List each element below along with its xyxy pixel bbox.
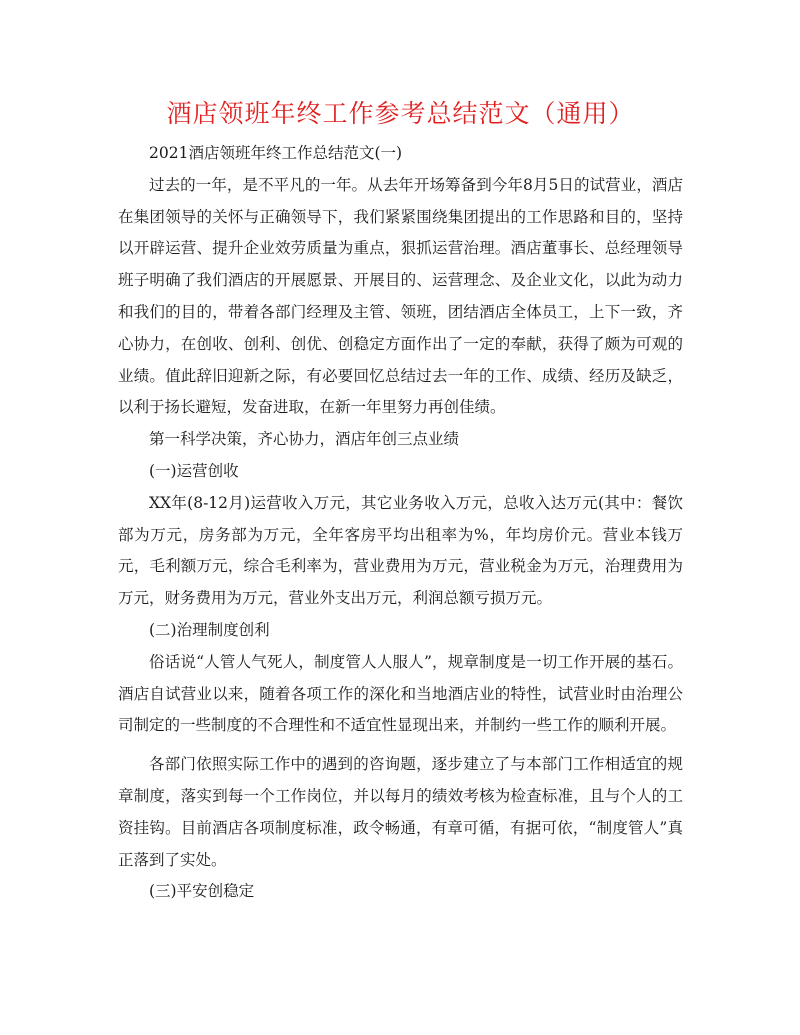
subtitle-paragraph: 2021酒店领班年终工作总结范文(一) (149, 144, 403, 162)
body-paragraph: XX年(8-12月)运营收入万元，其它业务收入万元，总收入达万元(其中：餐饮部为万元，房务部为万元，全年客房平均出租率为%，年均房价元。营业本钱万元，毛利额万元，综合毛利率为，营业费用为万元，营业税金为万元，治理费用为万元，财务费用为万元，营业外支出万元，利润总额亏损万元。 (118, 493, 683, 608)
subsection-heading: (一)运营创收 (149, 461, 239, 480)
document-body (118, 96, 683, 908)
section-heading: 第一科学决策，齐心协力，酒店年创三点业绩 (149, 430, 460, 449)
subsection-heading: (三)平安创稳定 (149, 882, 255, 901)
intro-paragraph: 过去的一年，是不平凡的一年。从去年开场筹备到今年8月5日的试营业，酒店在集团领导的关怀与正确领导下，我们紧紧围绕集团提出的工作思路和目的，坚持以开辟运营、提升企业效劳质量为重点，狠抓运营治理。酒店董事长、总经理领导班子明确了我们酒店的开展愿景、开展目的、运营理念、及企业文化，以此为动力和我们的目的，带着各部门经理及主管、领班，团结酒店全体员工，上下一致，齐心协力，在创收、创利、创优、创稳定方面作出了一定的奉献，获得了颇为可观的业绩。值此辞旧迎新之际，有必要回忆总结过去一年的工作、成绩、经历及缺乏，以利于扬长避短，发奋进取，在新一年里努力再创佳绩。 (118, 175, 683, 417)
body-paragraph: 各部门依照实际工作中的遇到的咨询题，逐步建立了与本部门工作相适宜的规章制度，落实到每一个工作岗位，并以每月的绩效考核为检查标准，且与个人的工资挂钩。目前酒店各项制度标准，政令畅通，有章可循，有据可依，“制度管人”真正落到了实处。 (118, 755, 683, 869)
document-title: 酒店领班年终工作参考总结范文（通用） (166, 99, 635, 128)
subsection-heading: (二)治理制度创利 (149, 620, 270, 639)
body-paragraph: 俗话说“人管人气死人，制度管人人服人”，规章制度是一切工作开展的基石。酒店自试营业以来，随着各项工作的深化和当地酒店业的特性，试营业时由治理公司制定的一些制度的不合理性和不适宜性显现出来，并制约一些工作的顺利开展。 (118, 652, 683, 735)
